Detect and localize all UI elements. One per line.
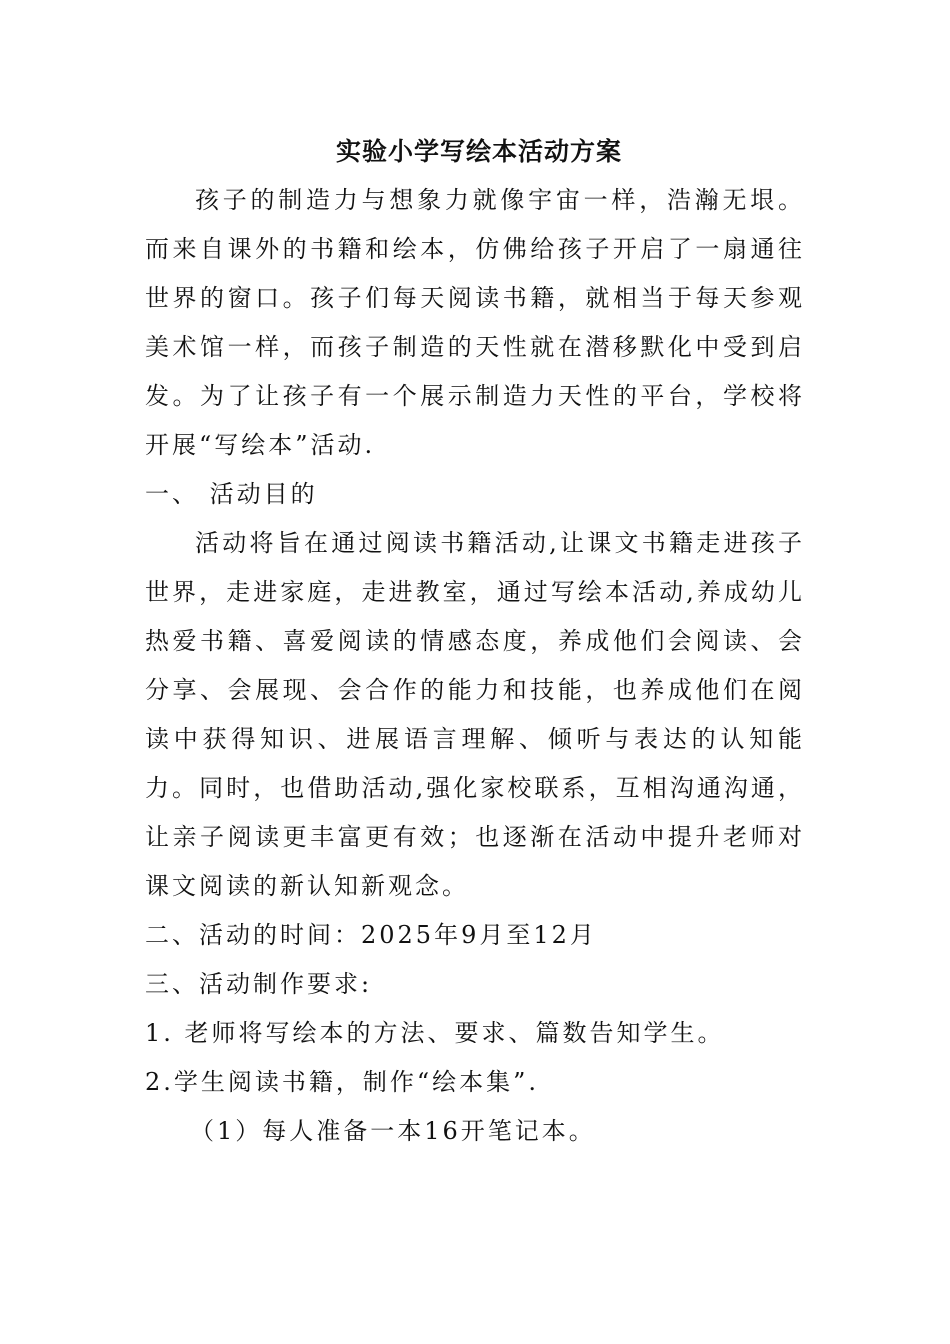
section-heading-purpose: 一、 活动目的 bbox=[145, 480, 318, 508]
section-heading-time: 二、活动的时间：2025年9月至12月 bbox=[145, 921, 597, 949]
document-title: 实验小学写绘本活动方案 bbox=[335, 137, 622, 166]
requirement-item-2: 2.学生阅读书籍，制作“绘本集”. bbox=[145, 1068, 540, 1096]
document-body bbox=[145, 128, 805, 1156]
requirement-subitem-1: （1）每人准备一本16开笔记本。 bbox=[190, 1117, 596, 1145]
section-heading-requirements: 三、活动制作要求: bbox=[145, 970, 373, 998]
requirement-item-1: 1. 老师将写绘本的方法、要求、篇数告知学生。 bbox=[145, 1019, 725, 1047]
intro-paragraph: 孩子的制造力与想象力就像宇宙一样，浩瀚无垠。而来自课外的书籍和绘本，仿佛给孩子开启了一扇通往世界的窗口。孩子们每天阅读书籍，就相当于每天参观美术馆一样，而孩子制造的天性就在潜移默化中受到启发。为了让孩子有一个展示制造力天性的平台，学校将开展“写绘本”活动. bbox=[145, 186, 805, 459]
purpose-paragraph: 活动将旨在通过阅读书籍活动,让课文书籍走进孩子世界，走进家庭，走进教室，通过写绘本活动,养成幼儿热爱书籍、喜爱阅读的情感态度，养成他们会阅读、会分享、会展现、会合作的能力和技能，也养成他们在阅读中获得知识、进展语言理解、倾听与表达的认知能力。同时，也借助活动,强化家校联系，互相沟通沟通，让亲子阅读更丰富更有效；也逐渐在活动中提升老师对课文阅读的新认知新观念。 bbox=[145, 529, 805, 900]
